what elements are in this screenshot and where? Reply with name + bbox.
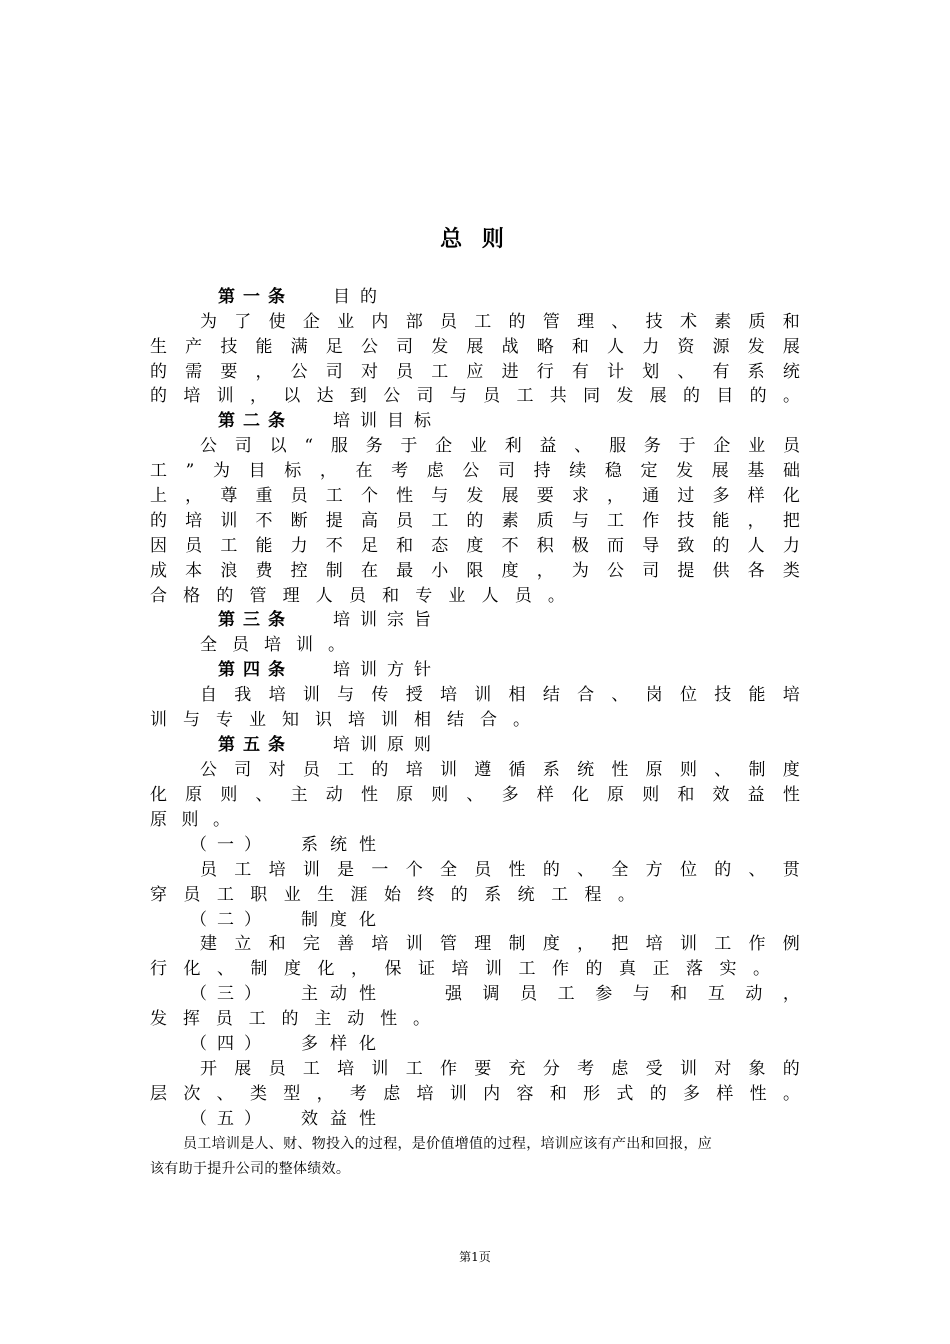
article-number: 第二条 — [218, 411, 293, 431]
body-line: 发 挥 员 工 的 主 动 性 。 — [150, 1009, 430, 1029]
body-line: 的 需 要 ， 公 司 对 员 工 应 进 行 有 计 划 、 有 系 统 — [150, 362, 800, 382]
page-number: 第1页 — [459, 1250, 491, 1264]
sub-heading-5 — [190, 1107, 388, 1131]
article-title: 目的 — [333, 287, 387, 307]
body-line: 员 工 培 训 是 一 个 全 员 性 的 、 全 方 位 的 、 贯 — [200, 860, 800, 880]
body-line: 层 次 、 类 型 ， 考 虑 培 训 内 容 和 形 式 的 多 样 性 。 — [150, 1084, 800, 1104]
sub-title: 制度化 — [301, 910, 388, 930]
body-line: 穿 员 工 职 业 生 涯 始 终 的 系 统 工 程 。 — [150, 885, 635, 905]
sub-inline-text: 强 调 员 工 参 与 和 互 动 ， — [445, 984, 800, 1004]
body-line: 建 立 和 完 善 培 训 管 理 制 度 ， 把 培 训 工 作 例 — [200, 934, 800, 954]
sub-number: （一） — [190, 835, 271, 855]
sub-heading-2 — [190, 908, 388, 932]
body-line: 的 培 训 不 断 提 高 员 工 的 素 质 与 工 作 技 能 ， 把 — [150, 511, 800, 531]
article-title: 培训方针 — [333, 660, 441, 680]
body-line: 生 产 技 能 满 足 公 司 发 展 战 略 和 人 力 资 源 发 展 — [150, 337, 800, 357]
sub-heading-3 — [190, 982, 388, 1006]
article-title: 培训目标 — [333, 411, 441, 431]
body-line: 自 我 培 训 与 传 授 培 训 相 结 合 、 岗 位 技 能 培 — [200, 685, 800, 705]
body-line: 全 员 培 训 。 — [200, 635, 345, 655]
article-number: 第一条 — [218, 287, 293, 307]
body-line: 成 本 浪 费 控 制 在 最 小 限 度 ， 为 公 司 提 供 各 类 — [150, 561, 800, 581]
article-number: 第三条 — [218, 610, 293, 630]
article-4-heading — [218, 658, 441, 682]
article-1-heading — [218, 285, 387, 309]
body-line: 原 则 。 — [150, 810, 230, 830]
sub-heading-4 — [190, 1032, 388, 1056]
sub-title: 多样化 — [301, 1034, 388, 1054]
article-2-heading — [218, 409, 441, 433]
body-line: 开 展 员 工 培 训 工 作 要 充 分 考 虑 受 训 对 象 的 — [200, 1059, 800, 1079]
sub-number: （五） — [190, 1109, 271, 1129]
sub-heading-1 — [190, 833, 388, 857]
sub-number: （四） — [190, 1034, 271, 1054]
body-line: 上 ， 尊 重 员 工 个 性 与 发 展 要 求 ， 通 过 多 样 化 — [150, 486, 800, 506]
article-title: 培训宗旨 — [333, 610, 441, 630]
article-number: 第五条 — [218, 735, 293, 755]
sub-number: （二） — [190, 910, 271, 930]
body-line: 行 化 、 制 度 化 ， 保 证 培 训 工 作 的 真 正 落 实 。 — [150, 959, 770, 979]
body-line: 该有助于提升公司的整体绩效。 — [150, 1161, 351, 1177]
sub-title: 主动性 — [301, 984, 388, 1004]
page-title: 总 则 — [440, 227, 510, 252]
body-line: 训 与 专 业 知 识 培 训 相 结 合 。 — [150, 710, 530, 730]
body-line: 因 员 工 能 力 不 足 和 态 度 不 积 极 而 导 致 的 人 力 — [150, 536, 800, 556]
body-line: 为 了 使 企 业 内 部 员 工 的 管 理 、 技 术 素 质 和 — [200, 312, 800, 332]
sub-title: 效益性 — [301, 1109, 388, 1129]
body-line: 合 格 的 管 理 人 员 和 专 业 人 员 。 — [150, 586, 565, 606]
body-line: 化 原 则 、 主 动 性 原 则 、 多 样 化 原 则 和 效 益 性 — [150, 785, 800, 805]
body-line: 工 ” 为 目 标 ， 在 考 虑 公 司 持 续 稳 定 发 展 基 础 — [150, 461, 800, 481]
article-3-heading — [218, 608, 441, 632]
article-number: 第四条 — [218, 660, 293, 680]
sub-number: （三） — [190, 984, 271, 1004]
article-5-heading — [218, 733, 441, 757]
body-line: 公 司 以 “ 服 务 于 企 业 利 益 、 服 务 于 企 业 员 — [200, 436, 800, 456]
article-title: 培训原则 — [333, 735, 441, 755]
sub-title: 系统性 — [301, 835, 388, 855]
body-line: 员工培训是人、财、物投入的过程，是价值增值的过程，培训应该有产出和回报，应 — [183, 1136, 713, 1152]
body-line: 公 司 对 员 工 的 培 训 遵 循 系 统 性 原 则 、 制 度 — [200, 760, 800, 780]
body-line: 的 培 训 ， 以 达 到 公 司 与 员 工 共 同 发 展 的 目 的 。 — [150, 386, 800, 406]
